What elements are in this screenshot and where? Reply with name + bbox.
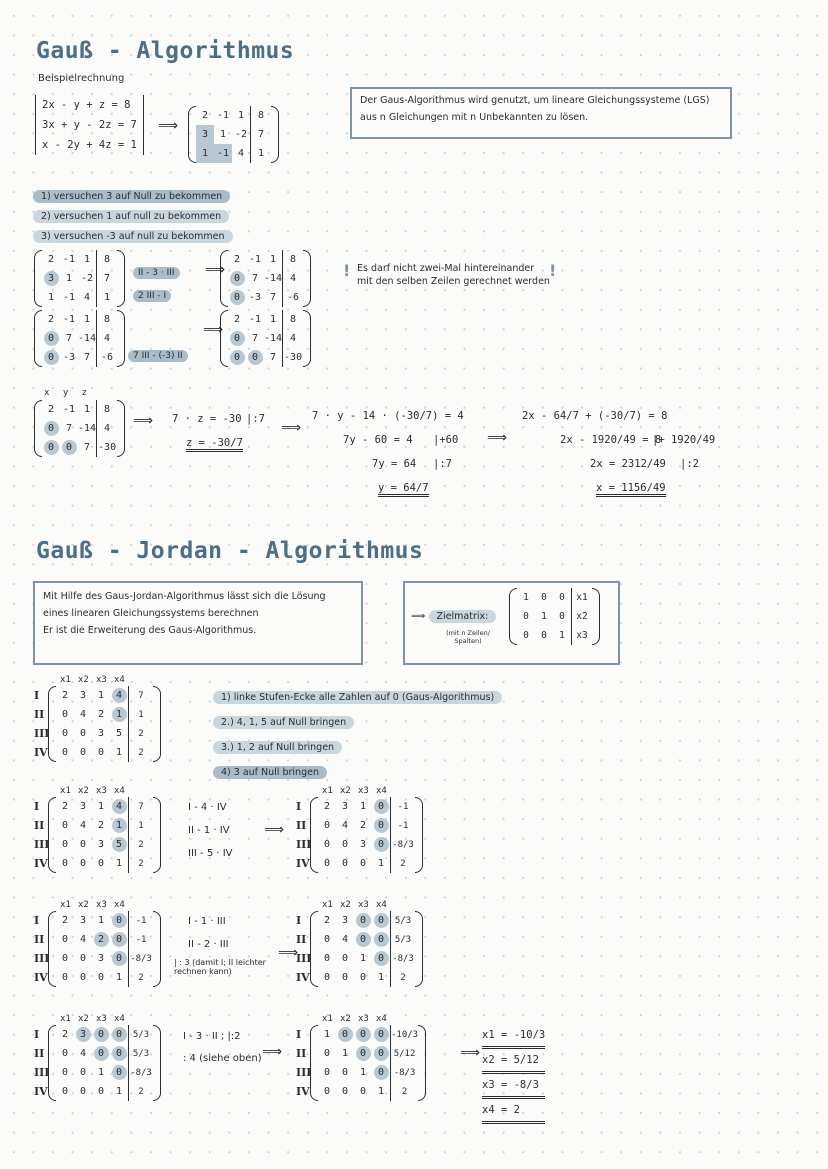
- row-roman-label: III: [296, 952, 312, 965]
- variable-header: x4: [114, 1014, 125, 1024]
- op-b: 7 III - (-3) II: [128, 350, 188, 362]
- row-roman-label: IV: [34, 746, 48, 759]
- arrow-icon: ⟹: [262, 1044, 283, 1060]
- jordan-matrix: 2 3 0 0 5/3 0 4 0 0 5/3 0 0 1 0 -8/3 0 0 0 1 2: [318, 911, 415, 987]
- subtitle: Beispielrechnung: [38, 73, 125, 84]
- row-roman-label: I: [296, 1028, 302, 1041]
- op-a2: 2 III - I: [133, 290, 171, 302]
- warning-text-2: mit den selben Zeilen gerechnet werden: [357, 276, 550, 287]
- row-roman-label: I: [296, 914, 302, 927]
- row-roman-label: II: [34, 819, 45, 832]
- exclamation-icon: !: [549, 261, 557, 280]
- variable-header: x3: [96, 1014, 107, 1024]
- variable-header: x3: [358, 900, 369, 910]
- steps-list-2: [213, 684, 502, 784]
- row-roman-label: IV: [34, 971, 48, 984]
- row-roman-label: IV: [34, 1085, 48, 1098]
- row-roman-label: III: [34, 1066, 50, 1079]
- variable-header: x4: [114, 900, 125, 910]
- jordan-step-1: 1) linke Stufen-Ecke alle Zahlen auf 0 (Gaus-Algorithmus): [213, 691, 502, 704]
- variable-header: x4: [376, 900, 387, 910]
- op-1c: III - 5 · IV: [188, 848, 233, 859]
- variable-header: x2: [78, 1014, 89, 1024]
- variable-header: x4: [114, 675, 125, 685]
- warning-text-1: Es darf nicht zwei-Mal hintereinander: [357, 263, 535, 274]
- row-roman-label: II: [34, 933, 45, 946]
- info-box-jordan: [33, 581, 363, 665]
- op-a1: II - 3 · III: [133, 267, 180, 279]
- op-3a: I - 3 · II ; |:2: [183, 1031, 241, 1042]
- row-roman-label: I: [34, 914, 40, 927]
- jordan-matrix: 2 3 1 0 -1 0 4 2 0 -1 0 0 3 0 -8/3 0 0 0 1 2: [56, 911, 153, 987]
- op-2b: II - 2 · III: [188, 939, 229, 950]
- matrix-initial: 2 -1 1 8 3 1 -2 7 1 -1 4 1: [196, 106, 271, 163]
- section2-title: Gauß - Jordan - Algorithmus: [36, 538, 424, 564]
- row-roman-label: II: [296, 819, 307, 832]
- row-roman-label: II: [296, 1047, 307, 1060]
- row-roman-label: I: [34, 1028, 40, 1041]
- variable-header: x2: [78, 675, 89, 685]
- jordan-matrix: 2 3 1 4 7 0 4 2 1 1 0 0 3 5 2 0 0 0 1 2: [56, 686, 153, 762]
- solve-y-eq1: 7 · y - 14 · (-30/7) = 4: [312, 410, 464, 422]
- row-roman-label: IV: [296, 857, 310, 870]
- variable-header: x1: [322, 900, 333, 910]
- variable-header: x4: [114, 786, 125, 796]
- jordan-matrix: 2 3 0 0 5/3 0 4 0 0 5/3 0 0 1 0 -8/3 0 0 0 1 2: [56, 1025, 153, 1101]
- xyz-header: x y z: [44, 388, 92, 398]
- row-roman-label: III: [296, 838, 312, 851]
- variable-header: x2: [78, 786, 89, 796]
- op-2a: I - 1 · III: [188, 916, 226, 927]
- jordan-step-3: 3.) 1, 2 auf Null bringen: [213, 741, 342, 754]
- variable-header: x4: [376, 786, 387, 796]
- row-roman-label: IV: [34, 857, 48, 870]
- ops-3: [183, 1026, 262, 1070]
- equation-1: 2x - y + z = 8: [42, 99, 131, 111]
- target-note: (mit n Zeilen/ Spalten): [446, 629, 490, 645]
- equation-3: x - 2y + 4z = 1: [42, 139, 137, 151]
- row-roman-label: III: [34, 727, 50, 740]
- variable-header: x2: [340, 1014, 351, 1024]
- section1-title: Gauß - Algorithmus: [36, 38, 295, 64]
- solve-x-op1: |+ 1920/49: [652, 434, 716, 446]
- arrow-icon: ⟹: [205, 262, 226, 278]
- solve-x-op2: |:2: [680, 458, 699, 470]
- row-roman-label: I: [34, 689, 40, 702]
- jordan-step-2: 2.) 4, 1, 5 auf Null bringen: [213, 716, 354, 729]
- jordan-matrix: 2 3 1 0 -1 0 4 2 0 -1 0 0 3 0 -8/3 0 0 0 1 2: [318, 797, 415, 873]
- row-roman-label: II: [34, 1047, 45, 1060]
- step-3: 3) versuchen -3 auf null zu bekommen: [33, 230, 233, 243]
- solve-z-op: |:7: [246, 413, 265, 425]
- equation-2: 3x + y - 2z = 7: [42, 119, 137, 131]
- variable-header: x3: [358, 786, 369, 796]
- variable-header: x3: [96, 900, 107, 910]
- jordan-info-3: Er ist die Erweiterung des Gaus-Algorithmus.: [43, 625, 257, 636]
- warning-note: [343, 261, 557, 288]
- solve-y-op2: |:7: [433, 458, 452, 470]
- variable-header: x1: [60, 675, 71, 685]
- steps-list-1: [33, 185, 233, 245]
- row-roman-label: I: [296, 800, 302, 813]
- variable-header: x3: [96, 675, 107, 685]
- jordan-info-1: Mit Hilfe des Gaus-Jordan-Algorithmus lässt sich die Lösung: [43, 591, 326, 602]
- arrow-icon: ⟹: [281, 420, 302, 436]
- op-1a: I - 4 · IV: [188, 802, 227, 813]
- matrix-a: 2 -1 1 8 3 1 -2 7 1 -1 4 1: [42, 250, 117, 307]
- solution-x4: x4 = 2: [482, 1099, 545, 1124]
- ops-1: [188, 796, 233, 865]
- jordan-matrix: 2 3 1 4 7 0 4 2 1 1 0 0 3 5 2 0 0 0 1 2: [56, 797, 153, 873]
- row-roman-label: III: [34, 952, 50, 965]
- target-matrix: 1 0 0 x1 0 1 0 x2 0 0 1 x3: [517, 588, 592, 645]
- variable-header: x2: [340, 900, 351, 910]
- variable-header: x3: [96, 786, 107, 796]
- op-3b: : 4 (siehe oben): [183, 1053, 262, 1064]
- row-roman-label: II: [296, 933, 307, 946]
- ops-2: [188, 910, 229, 956]
- solve-x-result: x = 1156/49: [596, 482, 666, 497]
- arrow-icon: ⟹: [264, 822, 285, 838]
- arrow-icon: ⟹: [158, 118, 179, 134]
- ops-a: [133, 260, 180, 306]
- row-roman-label: III: [34, 838, 50, 851]
- matrix-final: 2 -1 1 8 0 7 -14 4 0 0 7 -30: [42, 400, 117, 457]
- solution-x1: x1 = -10/3: [482, 1024, 545, 1049]
- jordan-info-2: eines linearen Gleichungssystems berechnen: [43, 608, 259, 619]
- target-label-text: Zielmatrix:: [429, 610, 497, 623]
- equation-system: [35, 95, 144, 155]
- variable-header: x1: [322, 1014, 333, 1024]
- jordan-step-4: 4) 3 auf Null bringen: [213, 766, 327, 779]
- info-text-2: aus n Gleichungen mit n Unbekannten zu lösen.: [360, 112, 589, 123]
- solutions: [482, 1024, 545, 1124]
- row-roman-label: IV: [296, 1085, 310, 1098]
- variable-header: x4: [376, 1014, 387, 1024]
- variable-header: x1: [322, 786, 333, 796]
- arrow-icon: ⟹: [133, 413, 154, 429]
- arrow-icon: ⟹: [487, 430, 508, 446]
- solve-z-result: z = -30/7: [186, 437, 243, 452]
- variable-header: x1: [60, 786, 71, 796]
- info-text-1: Der Gaus-Algorithmus wird genutzt, um lineare Gleichungssysteme (LGS): [360, 95, 710, 106]
- target-label: [411, 611, 496, 622]
- jordan-matrix: 1 0 0 0 -10/3 0 1 0 0 5/12 0 0 1 0 -8/3 0 0 0 1 2: [318, 1025, 418, 1101]
- row-roman-label: I: [34, 800, 40, 813]
- row-roman-label: IV: [296, 971, 310, 984]
- solve-y-result: y = 64/7: [378, 482, 429, 497]
- step-2: 2) versuchen 1 auf null zu bekommen: [33, 210, 229, 223]
- solve-x-eq2: 2x - 1920/49 = 8: [560, 434, 662, 446]
- solve-x-eq1: 2x - 64/7 + (-30/7) = 8: [522, 410, 668, 422]
- solve-y-op1: |+60: [433, 434, 459, 446]
- op-1b: II - 1 · IV: [188, 825, 230, 836]
- variable-header: x1: [60, 900, 71, 910]
- arrow-icon: ⟹: [460, 1045, 481, 1061]
- solve-y-eq2: 7y - 60 = 4: [343, 434, 413, 446]
- solution-x3: x3 = -8/3: [482, 1074, 545, 1099]
- variable-header: x3: [358, 1014, 369, 1024]
- arrow-icon: ⟹: [278, 945, 299, 961]
- arrow-icon: ⟹: [203, 322, 224, 338]
- row-roman-label: II: [34, 708, 45, 721]
- solution-x2: x2 = 5/12: [482, 1049, 545, 1074]
- matrix-b: 2 -1 1 8 0 7 -14 4 0 -3 7 -6: [228, 250, 303, 307]
- solve-y-eq3: 7y = 64: [372, 458, 417, 470]
- matrix-d: 2 -1 1 8 0 7 -14 4 0 0 7 -30: [228, 310, 303, 367]
- solve-z-eq: 7 · z = -30: [172, 413, 242, 425]
- matrix-c: 2 -1 1 8 0 7 -14 4 0 -3 7 -6: [42, 310, 117, 367]
- info-box-gauss: [350, 87, 732, 139]
- exclamation-icon: !: [343, 261, 351, 280]
- row-roman-label: III: [296, 1066, 312, 1079]
- variable-header: x2: [78, 900, 89, 910]
- variable-header: x1: [60, 1014, 71, 1024]
- variable-header: x2: [340, 786, 351, 796]
- solve-x-eq3: 2x = 2312/49: [590, 458, 666, 470]
- op-2-note: | : 3 (damit I; II leichter rechnen kann): [174, 958, 266, 976]
- step-1: 1) versuchen 3 auf Null zu bekommen: [33, 190, 230, 203]
- arrow-icon: ⟹: [411, 611, 429, 622]
- target-matrix-box: [403, 581, 620, 665]
